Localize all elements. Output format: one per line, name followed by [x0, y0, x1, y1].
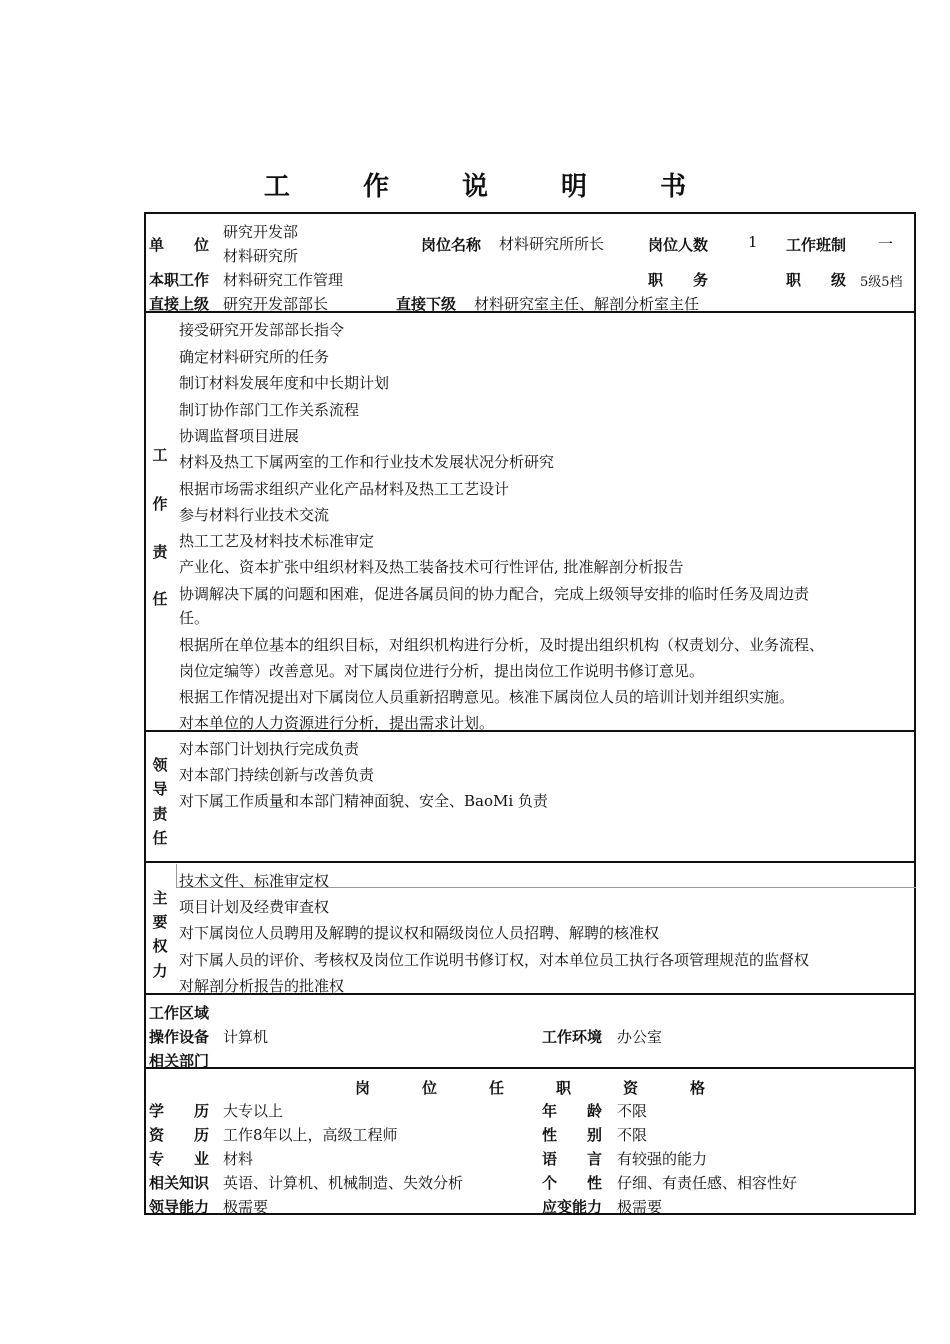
duty-item: 接受研究开发部部长指令	[179, 321, 345, 339]
job-label: 本职工作	[149, 271, 210, 289]
authority-side-label: 力	[152, 962, 168, 980]
authority-side-label: 要	[152, 913, 168, 931]
work-area-label: 工作区域	[149, 1004, 210, 1022]
duty-item: 确定材料研究所的任务	[179, 348, 330, 366]
subordinate-label: 直接下级	[396, 295, 457, 313]
qualifications-heading: 位	[422, 1079, 438, 1097]
duty-item: 制订协作部门工作关系流程	[179, 401, 360, 419]
duty-item: 协调监督项目进展	[179, 427, 300, 445]
duty-item: 制订材料发展年度和中长期计划	[179, 374, 390, 392]
post-name-value: 材料研究所所长	[499, 235, 605, 253]
leadership-side-label: 领	[152, 756, 168, 774]
unit-value-line2: 材料研究所	[223, 247, 299, 265]
authority-item: 技术文件、标准审定权	[179, 872, 330, 890]
duties-side-label: 任	[152, 590, 168, 608]
duty-item: 参与材料行业技术交流	[179, 506, 330, 524]
qualifications-heading: 任	[489, 1079, 505, 1097]
leadership-ability-label: 领导能力	[149, 1198, 210, 1216]
headcount-value: 1	[748, 233, 758, 251]
leadership-item: 对下属工作质量和本部门精神面貌、安全、BaoMi 负责	[179, 792, 548, 810]
superior-value: 研究开发部部长	[223, 295, 329, 313]
personality-value: 仔细、有责任感、相容性好	[617, 1174, 798, 1192]
grade-value: 5级5档	[860, 275, 903, 290]
environment-value: 办公室	[617, 1028, 663, 1046]
duty-item: 根据市场需求组织产业化产品材料及热工工艺设计	[179, 480, 510, 498]
environment-label: 工作环境	[542, 1028, 603, 1046]
duty-item: 对本单位的人力资源进行分析，提出需求计划。	[179, 714, 495, 732]
duty-item: 岗位定编等）改善意见。对下属岗位进行分析，提出岗位工作说明书修订意见。	[179, 662, 705, 680]
authority-side-label: 主	[152, 889, 168, 907]
duties-side-label: 作	[152, 495, 168, 513]
gender-label: 性 别	[542, 1126, 603, 1144]
divider	[176, 864, 177, 888]
equipment-label: 操作设备	[149, 1028, 210, 1046]
qualifications-heading: 格	[690, 1079, 706, 1097]
duties-side-label: 工	[152, 446, 168, 464]
major-label: 专 业	[149, 1150, 210, 1168]
duty-item: 根据工作情况提出对下属岗位人员重新招聘意见。核准下属岗位人员的培训计划并组织实施。	[179, 688, 795, 706]
leadership-side-label: 任	[152, 829, 168, 847]
personality-label: 个 性	[542, 1174, 603, 1192]
qualifications-heading: 岗	[355, 1079, 371, 1097]
job-value: 材料研究工作管理	[223, 271, 344, 289]
duty-item: 产业化、资本扩张中组织材料及热工装备技术可行性评估, 批准解剖分析报告	[179, 558, 684, 576]
divider	[144, 861, 916, 863]
equipment-value: 计算机	[223, 1028, 269, 1046]
age-label: 年 龄	[542, 1102, 603, 1120]
education-value: 大专以上	[223, 1102, 284, 1120]
unit-label: 单 位	[149, 236, 210, 254]
duty-label: 职 务	[648, 271, 709, 289]
authority-item: 对下属人员的评价、考核权及岗位工作说明书修订权，对本单位员工执行各项管理规范的监督权	[179, 951, 810, 969]
experience-label: 资 历	[149, 1126, 210, 1144]
major-value: 材料	[223, 1150, 254, 1168]
authority-item: 对解剖分析报告的批准权	[179, 977, 345, 995]
duty-item: 任。	[179, 609, 210, 627]
unit-value-line1: 研究开发部	[223, 223, 299, 241]
authority-item: 项目计划及经费审查权	[179, 898, 330, 916]
leadership-item: 对本部门计划执行完成负责	[179, 740, 360, 758]
headcount-label: 岗位人数	[648, 236, 709, 254]
leadership-side-label: 责	[152, 805, 168, 823]
adaptability-value: 极需要	[617, 1198, 663, 1216]
qualifications-heading: 职	[556, 1079, 572, 1097]
page-title: 工 作 说 明 书	[263, 172, 719, 202]
education-label: 学 历	[149, 1102, 210, 1120]
adaptability-label: 应变能力	[542, 1198, 603, 1216]
authority-item: 对下属岗位人员聘用及解聘的提议权和隔级岗位人员招聘、解聘的核准权	[179, 924, 660, 942]
subordinate-value: 材料研究室主任、解剖分析室主任	[474, 295, 700, 313]
qualifications-heading: 资	[623, 1079, 639, 1097]
post-name-label: 岗位名称	[421, 236, 482, 254]
duty-item: 协调解决下属的问题和困难，促进各属员间的协力配合，完成上级领导安排的临时任务及周边责	[179, 585, 810, 603]
language-value: 有较强的能力	[617, 1150, 708, 1168]
related-dept-label: 相关部门	[149, 1052, 210, 1070]
leadership-ability-value: 极需要	[223, 1198, 269, 1216]
divider	[144, 1067, 916, 1069]
experience-value: 工作8年以上，高级工程师	[223, 1126, 398, 1144]
grade-label: 职 级	[786, 271, 847, 289]
leadership-item: 对本部门持续创新与改善负责	[179, 766, 375, 784]
language-label: 语 言	[542, 1150, 603, 1168]
gender-value: 不限	[617, 1126, 648, 1144]
superior-label: 直接上级	[149, 295, 210, 313]
shift-label: 工作班制	[786, 236, 847, 254]
knowledge-label: 相关知识	[149, 1174, 210, 1192]
duty-item: 热工工艺及材料技术标准审定	[179, 532, 375, 550]
knowledge-value: 英语、计算机、机械制造、失效分析	[223, 1174, 464, 1192]
duties-side-label: 责	[152, 543, 168, 561]
duty-item: 根据所在单位基本的组织目标，对组织机构进行分析，及时提出组织机构（权责划分、业务流程、	[179, 636, 825, 654]
authority-side-label: 权	[152, 937, 168, 955]
age-value: 不限	[617, 1102, 648, 1120]
duty-item: 材料及热工下属两室的工作和行业技术发展状况分析研究	[179, 453, 555, 471]
shift-value: 一	[878, 235, 894, 253]
leadership-side-label: 导	[152, 780, 168, 798]
